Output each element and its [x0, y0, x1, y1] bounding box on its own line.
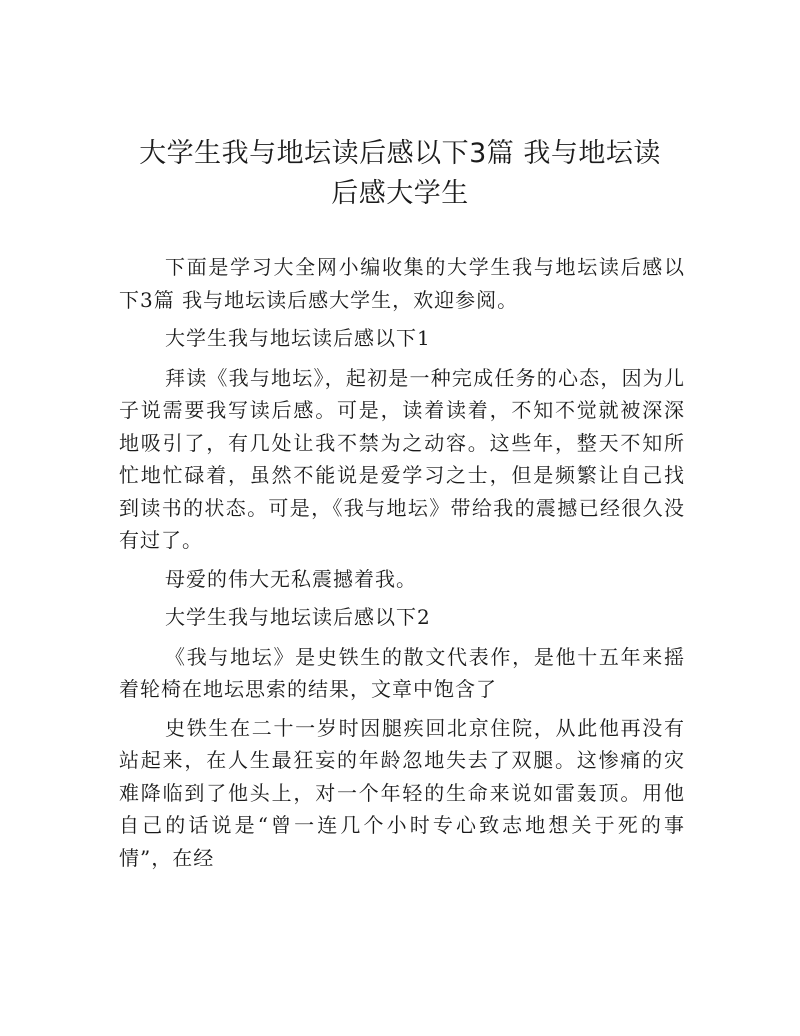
body-paragraph: 史铁生在二十一岁时因腿疾回北京住院，从此他再没有站起来，在人生最狂妄的年龄忽地失去了双腿。这惨痛的灾难降临到了他头上，对一个年轻的生命来说如雷轰顶。用他自己的话说是“曾一连几个小时专心致志地想关于死的事情”，在经 — [119, 715, 685, 870]
section-heading-2: 大学生我与地坛读后感以下2 — [165, 605, 431, 629]
body-paragraph: 母爱的伟大无私震撼着我。 — [165, 566, 417, 591]
document-title — [100, 134, 700, 214]
title-line-2: 后感大学生 — [331, 178, 469, 209]
body-paragraph: 《我与地坛》是史铁生的散文代表作，是他十五年来摇着轮椅在地坛思索的结果，文章中饱含了 — [119, 644, 685, 701]
body-paragraph: 拜读《我与地坛》，起初是一种完成任务的心态，因为儿子说需要我写读后感。可是，读着读着，不知不觉就被深深地吸引了，有几处让我不禁为之动容。这些年，整天不知所忙地忙碌着，虽然不能说是爱学习之士，但是频繁让自己找到读书的状态。可是，《我与地坛》带给我的震撼已经很久没有过了。 — [119, 365, 685, 552]
intro-paragraph: 下面是学习大全网小编收集的大学生我与地坛读后感以下3篇 我与地坛读后感大学生，欢迎参阅。 — [119, 255, 685, 312]
title-line-1: 大学生我与地坛读后感以下3篇 我与地坛读 — [139, 138, 661, 169]
section-heading-1: 大学生我与地坛读后感以下1 — [165, 326, 431, 350]
document-body — [119, 251, 685, 880]
